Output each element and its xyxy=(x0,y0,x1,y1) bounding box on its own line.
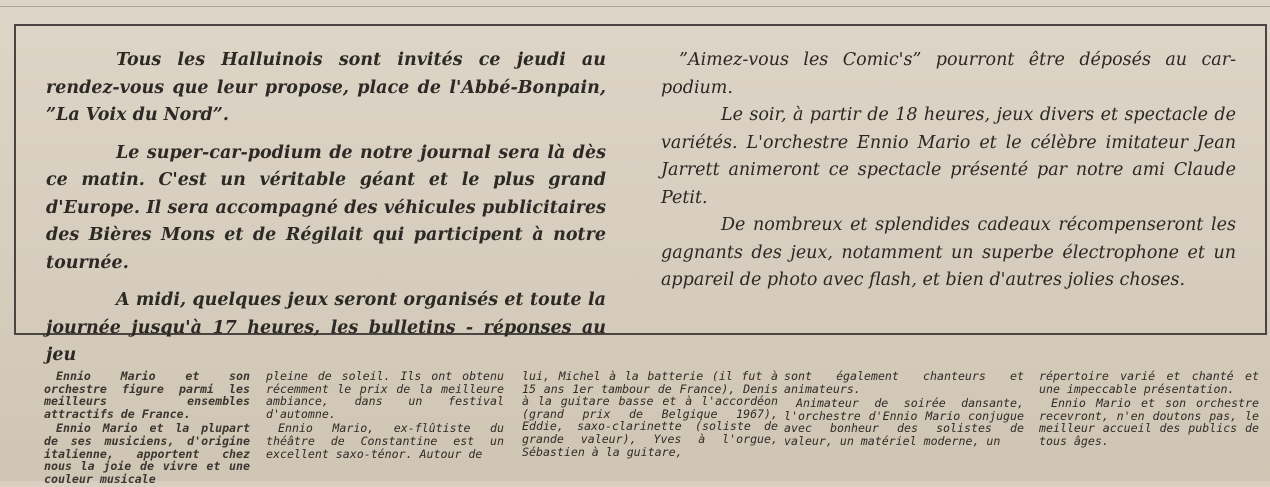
boxed-paragraph-1: Tous les Halluinois sont invités ce jeudi au rendez-vous que leur propose, place de l'Abbé-Bonpain, ”La Voix du Nord”. xyxy=(46,50,606,125)
article-paragraph: lui, Michel à la batterie (il fut à 15 ans 1er tambour de France), Denis à la guitare basse et à l'accordéon (grand prix de Belgique 1967), Eddie, saxo-clarinette (soliste de grande valeur), Yves à l'orgue, Sébastien à la guitare, xyxy=(522,369,778,459)
top-rule xyxy=(0,6,1270,7)
article-paragraph: Ennio Mario et son orchestre recevront, n'en doutons pas, le meilleur accueil des publics de tous âges. xyxy=(1039,396,1259,448)
article-paragraph: Ennio Mario, ex-flûtiste du théâtre de Constantine est un excellent saxo-ténor. Autour de xyxy=(266,421,504,461)
article-paragraph: sont également chanteurs et animateurs. xyxy=(784,369,1024,396)
boxed-article-left-column xyxy=(46,47,606,380)
article-paragraph: Ennio Mario et son orchestre figure parmi les meilleurs ensembles attractifs de France. xyxy=(44,369,250,421)
boxed-paragraph-5: Le soir, à partir de 18 heures, jeux divers et spectacle de variétés. L'orchestre Ennio Mario et le célèbre imitateur Jean Jarrett animeront ce spectacle présenté par notre ami Claude Petit. xyxy=(661,105,1236,208)
boxed-paragraph-3: A midi, quelques jeux seront organisés et toute la journée jusqu'à 17 heures, les bulletins - réponses au jeu xyxy=(46,290,606,365)
boxed-paragraph-6: De nombreux et splendides cadeaux récompenseront les gagnants des jeux, notamment un superbe électrophone et un appareil de photo avec flash, et bien d'autres jolies choses. xyxy=(661,215,1236,290)
article-paragraph: Animateur de soirée dansante, l'orchestre d'Ennio Mario conjugue avec bonheur des solistes de valeur, un matériel moderne, un xyxy=(784,396,1024,448)
article-column-1 xyxy=(44,370,250,487)
article-paragraph: pleine de soleil. Ils ont obtenu récemment le prix de la meilleure ambiance, dans un festival d'automne. xyxy=(266,369,504,421)
boxed-paragraph-4: ”Aimez-vous les Comic's” pourront être déposés au car-podium. xyxy=(661,50,1236,98)
article-column-5 xyxy=(1039,370,1259,450)
article-paragraph: répertoire varié et chanté et une impeccable présentation. xyxy=(1039,369,1259,396)
boxed-paragraph-2: Le super-car-podium de notre journal sera là dès ce matin. C'est un véritable géant et le plus grand d'Europe. Il sera accompagné des véhicules publicitaires des Bières Mons et de Régilait qui participent à notre tournée. xyxy=(46,142,606,273)
article-column-4 xyxy=(784,370,1024,450)
orchestre-article xyxy=(44,369,1264,486)
boxed-article-right-column xyxy=(661,47,1236,295)
article-paragraph: Ennio Mario et la plupart de ses musiciens, d'origine italienne, apportent chez nous la joie de vivre et une couleur musicale xyxy=(44,421,250,486)
article-column-3 xyxy=(522,370,778,460)
boxed-article xyxy=(14,24,1267,365)
article-column-2 xyxy=(266,370,504,462)
